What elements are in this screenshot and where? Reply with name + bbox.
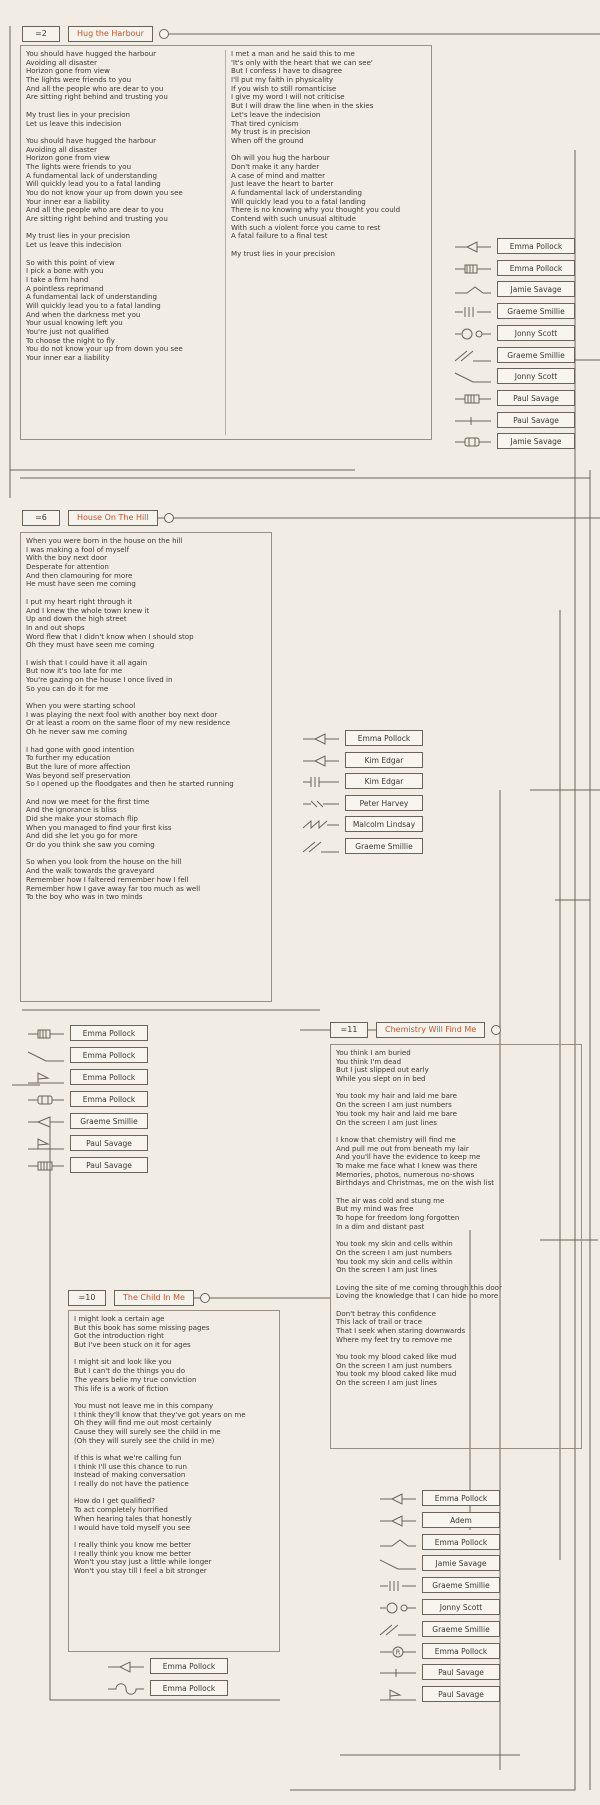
lyric-line: Got the introduction right xyxy=(74,1331,164,1341)
lyric-line: But I just slipped out early xyxy=(336,1065,429,1075)
lyric-line: But my mind was free xyxy=(336,1204,414,1214)
lyric-line: And the ignorance is bliss xyxy=(26,805,117,815)
lyric-line: You took my blood caked like mud xyxy=(336,1369,457,1379)
lyric-line: On the screen I am just lines xyxy=(336,1265,437,1275)
lyric-line: Or at least a room on the same floor of my new residence xyxy=(26,718,231,728)
lyrics-column-1 xyxy=(74,1315,246,1576)
credit-box: Emma Pollock xyxy=(422,1643,500,1659)
lyric-line: Will quickly lead you to a fatal landing xyxy=(26,300,161,310)
credit-box: Graeme Smillie xyxy=(70,1113,148,1129)
lyric-line: He must have seen me coming xyxy=(26,579,136,589)
lyric-line: You should have hugged the harbour xyxy=(26,135,157,145)
lyric-line: There is no knowing why you thought you could xyxy=(231,205,401,215)
lyric-line: Will quickly lead you to a fatal landing xyxy=(231,196,366,206)
lyric-line: I really do not have the patience xyxy=(74,1479,189,1489)
bass-icon xyxy=(378,1578,418,1592)
zigzag-icon xyxy=(301,817,341,831)
lyric-line: And when the darkness met you xyxy=(26,309,141,319)
lyric-line: I'll put my faith in physicality xyxy=(231,75,334,85)
violin-icon xyxy=(378,1513,418,1527)
lyrics-column-1 xyxy=(26,50,183,363)
lyric-line: On the screen I am just numbers xyxy=(336,1100,452,1110)
lyric-line: Don't betray this confidence xyxy=(336,1308,437,1318)
wave-icon xyxy=(378,1535,418,1549)
lyric-line: And did she let you go for more xyxy=(26,831,138,841)
lyric-line: I had gone with good intention xyxy=(26,744,135,754)
horn-icon xyxy=(26,1114,66,1128)
track-title: The Child In Me xyxy=(114,1290,194,1306)
lyric-line: To further my education xyxy=(26,753,111,763)
credit-box: Graeme Smillie xyxy=(422,1577,500,1593)
violin-icon xyxy=(301,731,341,745)
song-header-hug-the-harbour xyxy=(22,26,169,42)
double-slash-icon xyxy=(453,348,493,362)
violin-icon xyxy=(106,1659,146,1673)
lyric-line: And all the people who are dear to you xyxy=(26,205,164,215)
lyric-line: But now it's too late for me xyxy=(26,666,123,676)
credit-box: Paul Savage xyxy=(422,1686,500,1702)
lyric-line: I give my word I will not criticise xyxy=(231,92,345,102)
slash-icon xyxy=(26,1048,66,1062)
lyric-line: Desperate for attention xyxy=(26,562,109,572)
lyric-line: I pick a bone with you xyxy=(26,266,104,276)
credit-box: Jamie Savage xyxy=(497,433,575,449)
lyric-line: You're just not qualified xyxy=(26,327,109,336)
credit-box: Emma Pollock xyxy=(70,1091,148,1107)
lyric-line: Let us leave this indecision xyxy=(26,240,122,250)
lyric-line: My trust lies in your precision xyxy=(26,109,130,119)
track-title: Chemistry Will Find Me xyxy=(376,1022,485,1038)
lyric-line: You must not leave me in this company xyxy=(74,1400,214,1410)
lyric-line: Your usual knowing left you xyxy=(26,318,123,328)
lyric-line: I think I'll use this chance to run xyxy=(74,1461,187,1471)
drum-icon xyxy=(378,1600,418,1614)
lyric-line: You're gazing on the house I once lived in xyxy=(26,675,173,684)
lyric-line: The years belie my true conviction xyxy=(74,1374,197,1384)
lyric-line: Let's leave the indecision xyxy=(231,109,321,119)
cello-icon xyxy=(301,796,341,810)
lyric-line: You took my blood caked like mud xyxy=(336,1352,457,1362)
lyric-line: You should have hugged the harbour xyxy=(26,49,157,58)
credit-box: Emma Pollock xyxy=(150,1680,228,1696)
lyric-line: Remember how I gave away far too much as well xyxy=(26,883,201,893)
lyric-line: On the screen I am just lines xyxy=(336,1378,437,1388)
credit-box: Emma Pollock xyxy=(150,1658,228,1674)
lyric-line: And all the people who are dear to you xyxy=(26,83,164,93)
lyric-line: I really think you know me better xyxy=(74,1548,192,1558)
flag-icon xyxy=(26,1070,66,1084)
lyric-line: Cause they will surely see the child in me xyxy=(74,1426,221,1436)
lyric-line: You think I'm dead xyxy=(336,1056,402,1066)
snare-icon xyxy=(26,1158,66,1172)
track-number: =2 xyxy=(22,26,60,42)
lyric-line: But this book has some missing pages xyxy=(74,1322,210,1332)
lyric-line: With the boy next door xyxy=(26,553,108,563)
lyric-line: I might sit and look like you xyxy=(74,1357,172,1367)
lyric-line: A case of mind and matter xyxy=(231,170,325,180)
lyric-line: You took my hair and laid me bare xyxy=(336,1091,458,1101)
lyric-line: A pointless reprimand xyxy=(26,283,104,293)
lyric-line: But I will draw the line when in the skies xyxy=(231,101,374,111)
lyric-line: Won't you stay just a little while longer xyxy=(74,1557,212,1567)
lyric-line: The lights were friends to you xyxy=(26,161,132,171)
lyric-line: You took my skin and cells within xyxy=(336,1256,453,1266)
tick-icon xyxy=(378,1665,418,1679)
lyric-line: You took my hair and laid me bare xyxy=(336,1108,458,1118)
credit-box: Emma Pollock xyxy=(497,260,575,276)
lyric-line: Up and down the high street xyxy=(26,614,127,624)
lyric-line: I met a man and he said this to me xyxy=(231,49,355,58)
snare-icon xyxy=(453,391,493,405)
lyric-line: With such a violent force you came to rest xyxy=(231,222,381,232)
lyric-line: I think they'll know that they've got years on me xyxy=(74,1409,246,1419)
lyric-line: So with this point of view xyxy=(26,257,115,267)
violin-icon xyxy=(301,753,341,767)
lyric-line: You do not know your up from down you see xyxy=(26,188,183,197)
lyric-line: Loving the knowledge that I can hide no more xyxy=(336,1291,499,1301)
credit-box: Paul Savage xyxy=(497,412,575,428)
keyboard-icon xyxy=(26,1026,66,1040)
connector-node-icon xyxy=(164,513,174,523)
lyrics-column-1 xyxy=(336,1049,502,1388)
lyric-line: Where my feet try to remove me xyxy=(336,1334,453,1344)
credit-box: Emma Pollock xyxy=(70,1047,148,1063)
lyric-line: I would have told myself you see xyxy=(74,1522,191,1532)
credit-box: Emma Pollock xyxy=(422,1534,500,1550)
bass-icon xyxy=(453,304,493,318)
lyric-line: I really think you know me better xyxy=(74,1539,192,1549)
track-number: =11 xyxy=(330,1022,368,1038)
lyric-line: On the screen I am just numbers xyxy=(336,1360,452,1370)
lyric-line: If this is what we're calling fun xyxy=(74,1453,182,1462)
lyric-line: You do not know your up from down you see xyxy=(26,344,183,354)
lyric-line: I was playing the next fool with another boy next door xyxy=(26,709,218,719)
song-header-chemistry-will-find-me xyxy=(330,1022,501,1038)
keyboard-icon xyxy=(453,261,493,275)
lyric-line: In and out shops xyxy=(26,622,85,632)
lyric-line: To choose the night to fly xyxy=(26,335,115,345)
credit-box: Graeme Smillie xyxy=(497,347,575,363)
lyric-line: Oh will you hug the harbour xyxy=(231,153,330,163)
lyric-line: Avoiding all disaster xyxy=(26,144,98,154)
connector-node-icon xyxy=(200,1293,210,1303)
credit-box: Graeme Smillie xyxy=(345,838,423,854)
lyric-line: And I knew the whole town knew it xyxy=(26,605,150,615)
lyric-line: Instead of making conversation xyxy=(74,1470,186,1480)
track-number: =10 xyxy=(68,1290,106,1306)
connector-node-icon xyxy=(491,1025,501,1035)
column-divider xyxy=(225,50,226,435)
loop-icon xyxy=(106,1681,146,1695)
credit-box: Malcolm Lindsay xyxy=(345,816,423,832)
lyric-line: On the screen I am just lines xyxy=(336,1117,437,1127)
lyric-line: You think I am buried xyxy=(336,1048,411,1057)
lyric-line: I know that chemistry will find me xyxy=(336,1134,456,1144)
drum-icon xyxy=(453,326,493,340)
flag-icon xyxy=(26,1136,66,1150)
lyric-line: You took my skin and cells within xyxy=(336,1239,453,1249)
lyric-line: My trust is in precision xyxy=(231,127,311,137)
lyric-line: So I opened up the floodgates and then he started running xyxy=(26,779,234,789)
lyric-line: So you can do it for me xyxy=(26,683,109,693)
connector-node-icon xyxy=(159,29,169,39)
lyric-line: Oh they will find me out most certainly xyxy=(74,1418,212,1428)
lyric-line: I put my heart right through it xyxy=(26,596,133,606)
track-title: House On The Hill xyxy=(68,510,158,526)
lyric-line: When hearing tales that honestly xyxy=(74,1513,192,1523)
lyric-line: To hope for freedom long forgotten xyxy=(336,1213,460,1223)
lyric-line: Word flew that I didn't know when I should stop xyxy=(26,631,194,641)
lyric-line: I was making a fool of myself xyxy=(26,544,130,554)
lyric-line: Your inner ear a liability xyxy=(26,353,110,363)
credit-box: Jamie Savage xyxy=(497,281,575,297)
violin-icon xyxy=(378,1491,418,1505)
lyric-line: My trust lies in your precision xyxy=(231,248,335,258)
lyric-line: Are sitting right behind and trusting you xyxy=(26,92,168,102)
barrel-icon xyxy=(453,434,493,448)
lyrics-column-2 xyxy=(231,50,400,259)
song-header-the-child-in-me xyxy=(68,1290,210,1306)
r-circle-icon xyxy=(378,1644,418,1658)
lyric-line: I wish that I could have it all again xyxy=(26,657,148,667)
tick-icon xyxy=(453,413,493,427)
lyric-line: Birthdays and Christmas, me on the wish list xyxy=(336,1178,495,1188)
lyric-line: Just leave the heart to barter xyxy=(231,179,334,189)
lyric-line: Did she make your stomach flip xyxy=(26,814,138,823)
lyrics-box-house-on-the-hill xyxy=(20,532,272,1002)
lyric-line: When you were starting school xyxy=(26,701,136,711)
lyric-line: A fatal failure to a final test xyxy=(231,231,328,241)
song-header-house-on-the-hill xyxy=(22,510,174,526)
lyric-line: A fundamental lack of understanding xyxy=(26,170,157,180)
lyric-line: Don't make it any harder xyxy=(231,161,320,171)
lyric-line: How do I get qualified? xyxy=(74,1496,155,1506)
credit-box: Adem xyxy=(422,1512,500,1528)
lyrics-box-the-child-in-me xyxy=(68,1310,280,1652)
lyric-line: Remember how I faltered remember how I fell xyxy=(26,874,189,884)
lyric-line: My trust lies in your precision xyxy=(26,231,130,241)
lyric-line: And the walk towards the graveyard xyxy=(26,866,155,876)
lyric-line: Or do you think she saw you coming xyxy=(26,840,155,850)
slash-icon xyxy=(453,369,493,383)
lyrics-box-chemistry-will-find-me xyxy=(330,1044,582,1449)
credit-box: Emma Pollock xyxy=(70,1069,148,1085)
lyric-line: The air was cold and stung me xyxy=(336,1195,445,1205)
lyric-line: Horizon gone from view xyxy=(26,153,110,163)
credit-box: Paul Savage xyxy=(497,390,575,406)
lyric-line: Horizon gone from view xyxy=(26,66,110,76)
credit-box: Jamie Savage xyxy=(422,1555,500,1571)
lyric-line: Are sitting right behind and trusting you xyxy=(26,214,168,224)
lyric-line: I take a firm hand xyxy=(26,274,89,284)
lyric-line: I might look a certain age xyxy=(74,1314,165,1323)
credit-box: Paul Savage xyxy=(70,1157,148,1173)
track-title: Hug the Harbour xyxy=(68,26,153,42)
lyric-line: Will quickly lead you to a fatal landing xyxy=(26,179,161,189)
lyric-line: On the screen I am just numbers xyxy=(336,1247,452,1257)
lyric-line: That tired cynicism xyxy=(231,118,299,128)
lyric-line: When you managed to find your first kiss xyxy=(26,822,172,832)
credit-box: Jonny Scott xyxy=(422,1599,500,1615)
slash-icon xyxy=(378,1556,418,1570)
credit-box: Jonny Scott xyxy=(497,325,575,341)
credit-box: Paul Savage xyxy=(70,1135,148,1151)
lyric-line: (Oh they will surely see the child in me) xyxy=(74,1435,215,1445)
credit-box: Emma Pollock xyxy=(422,1490,500,1506)
lyric-line: To the boy who was in two minds xyxy=(26,892,143,902)
lyric-line: And pull me out from beneath my lair xyxy=(336,1143,469,1153)
lyric-line: A fundamental lack of understanding xyxy=(26,292,157,302)
violin-icon xyxy=(453,239,493,253)
lyric-line: When off the ground xyxy=(231,135,304,145)
lyric-line: To act completely horrified xyxy=(74,1505,168,1515)
credit-box: Paul Savage xyxy=(422,1664,500,1680)
lyric-line: But I've been stuck on it for ages xyxy=(74,1340,191,1350)
svg-text:R: R xyxy=(395,1648,401,1657)
lyric-line: And you'll have the evidence to keep me xyxy=(336,1152,481,1162)
lyric-line: That I seek when staring downwards xyxy=(336,1326,466,1335)
credit-box: Emma Pollock xyxy=(497,238,575,254)
lyric-line: While you slept on in bed xyxy=(336,1074,426,1084)
lyric-line: And now we meet for the first time xyxy=(26,796,150,806)
credit-box: Graeme Smillie xyxy=(497,303,575,319)
lyric-line: Your inner ear a liability xyxy=(26,196,110,206)
wave-icon xyxy=(453,282,493,296)
lyric-line: Contend with such unusual altitude xyxy=(231,214,356,224)
double-slash-icon xyxy=(378,1622,418,1636)
lyric-line: So when you look from the house on the hill xyxy=(26,857,182,867)
credit-box: Graeme Smillie xyxy=(422,1621,500,1637)
lyric-line: Oh he never saw me coming xyxy=(26,727,128,737)
lyric-line: This lack of trail or trace xyxy=(336,1317,422,1327)
lyric-line: But I confess I have to disagree xyxy=(231,66,343,76)
lyric-line: A fundamental lack of understanding xyxy=(231,188,362,197)
lyric-line: And then clamouring for more xyxy=(26,570,133,580)
credit-box: Emma Pollock xyxy=(70,1025,148,1041)
lyric-line: The lights were friends to you xyxy=(26,75,132,85)
track-number: =6 xyxy=(22,510,60,526)
lyric-line: But I can't do the things you do xyxy=(74,1366,186,1376)
lyric-line: Avoiding all disaster xyxy=(26,57,98,67)
lyric-line: Was beyond self preservation xyxy=(26,770,131,780)
credit-box: Peter Harvey xyxy=(345,795,423,811)
lyric-line: If you wish to still romanticise xyxy=(231,83,337,93)
lyric-line: This life is a work of fiction xyxy=(74,1383,169,1393)
barrel-icon xyxy=(26,1092,66,1106)
lyric-line: To make me face what I knew was there xyxy=(336,1160,478,1170)
lyric-line: Won't you stay till I feel a bit stronger xyxy=(74,1565,207,1575)
lyric-line: 'It's only with the heart that we can see' xyxy=(231,57,373,67)
lyric-line: But the lure of more affection xyxy=(26,761,131,771)
lyric-line: Oh they must have seen me coming xyxy=(26,640,155,650)
double-slash-icon xyxy=(301,839,341,853)
lyric-line: Let us leave this indecision xyxy=(26,118,122,128)
credit-box: Jonny Scott xyxy=(497,368,575,384)
flag-icon xyxy=(378,1687,418,1701)
lyrics-column-1 xyxy=(26,537,234,902)
lyric-line: When you were born in the house on the hill xyxy=(26,536,183,545)
credit-box: Kim Edgar xyxy=(345,752,423,768)
lyric-line: Loving the site of me coming through this door xyxy=(336,1282,502,1292)
credit-box: Kim Edgar xyxy=(345,773,423,789)
lyric-line: Memories, photos, numerous no-shows xyxy=(336,1169,475,1179)
piano-icon xyxy=(301,774,341,788)
credit-box: Emma Pollock xyxy=(345,730,423,746)
lyric-line: In a dim and distant past xyxy=(336,1221,425,1231)
lyrics-box-hug-the-harbour xyxy=(20,45,432,440)
